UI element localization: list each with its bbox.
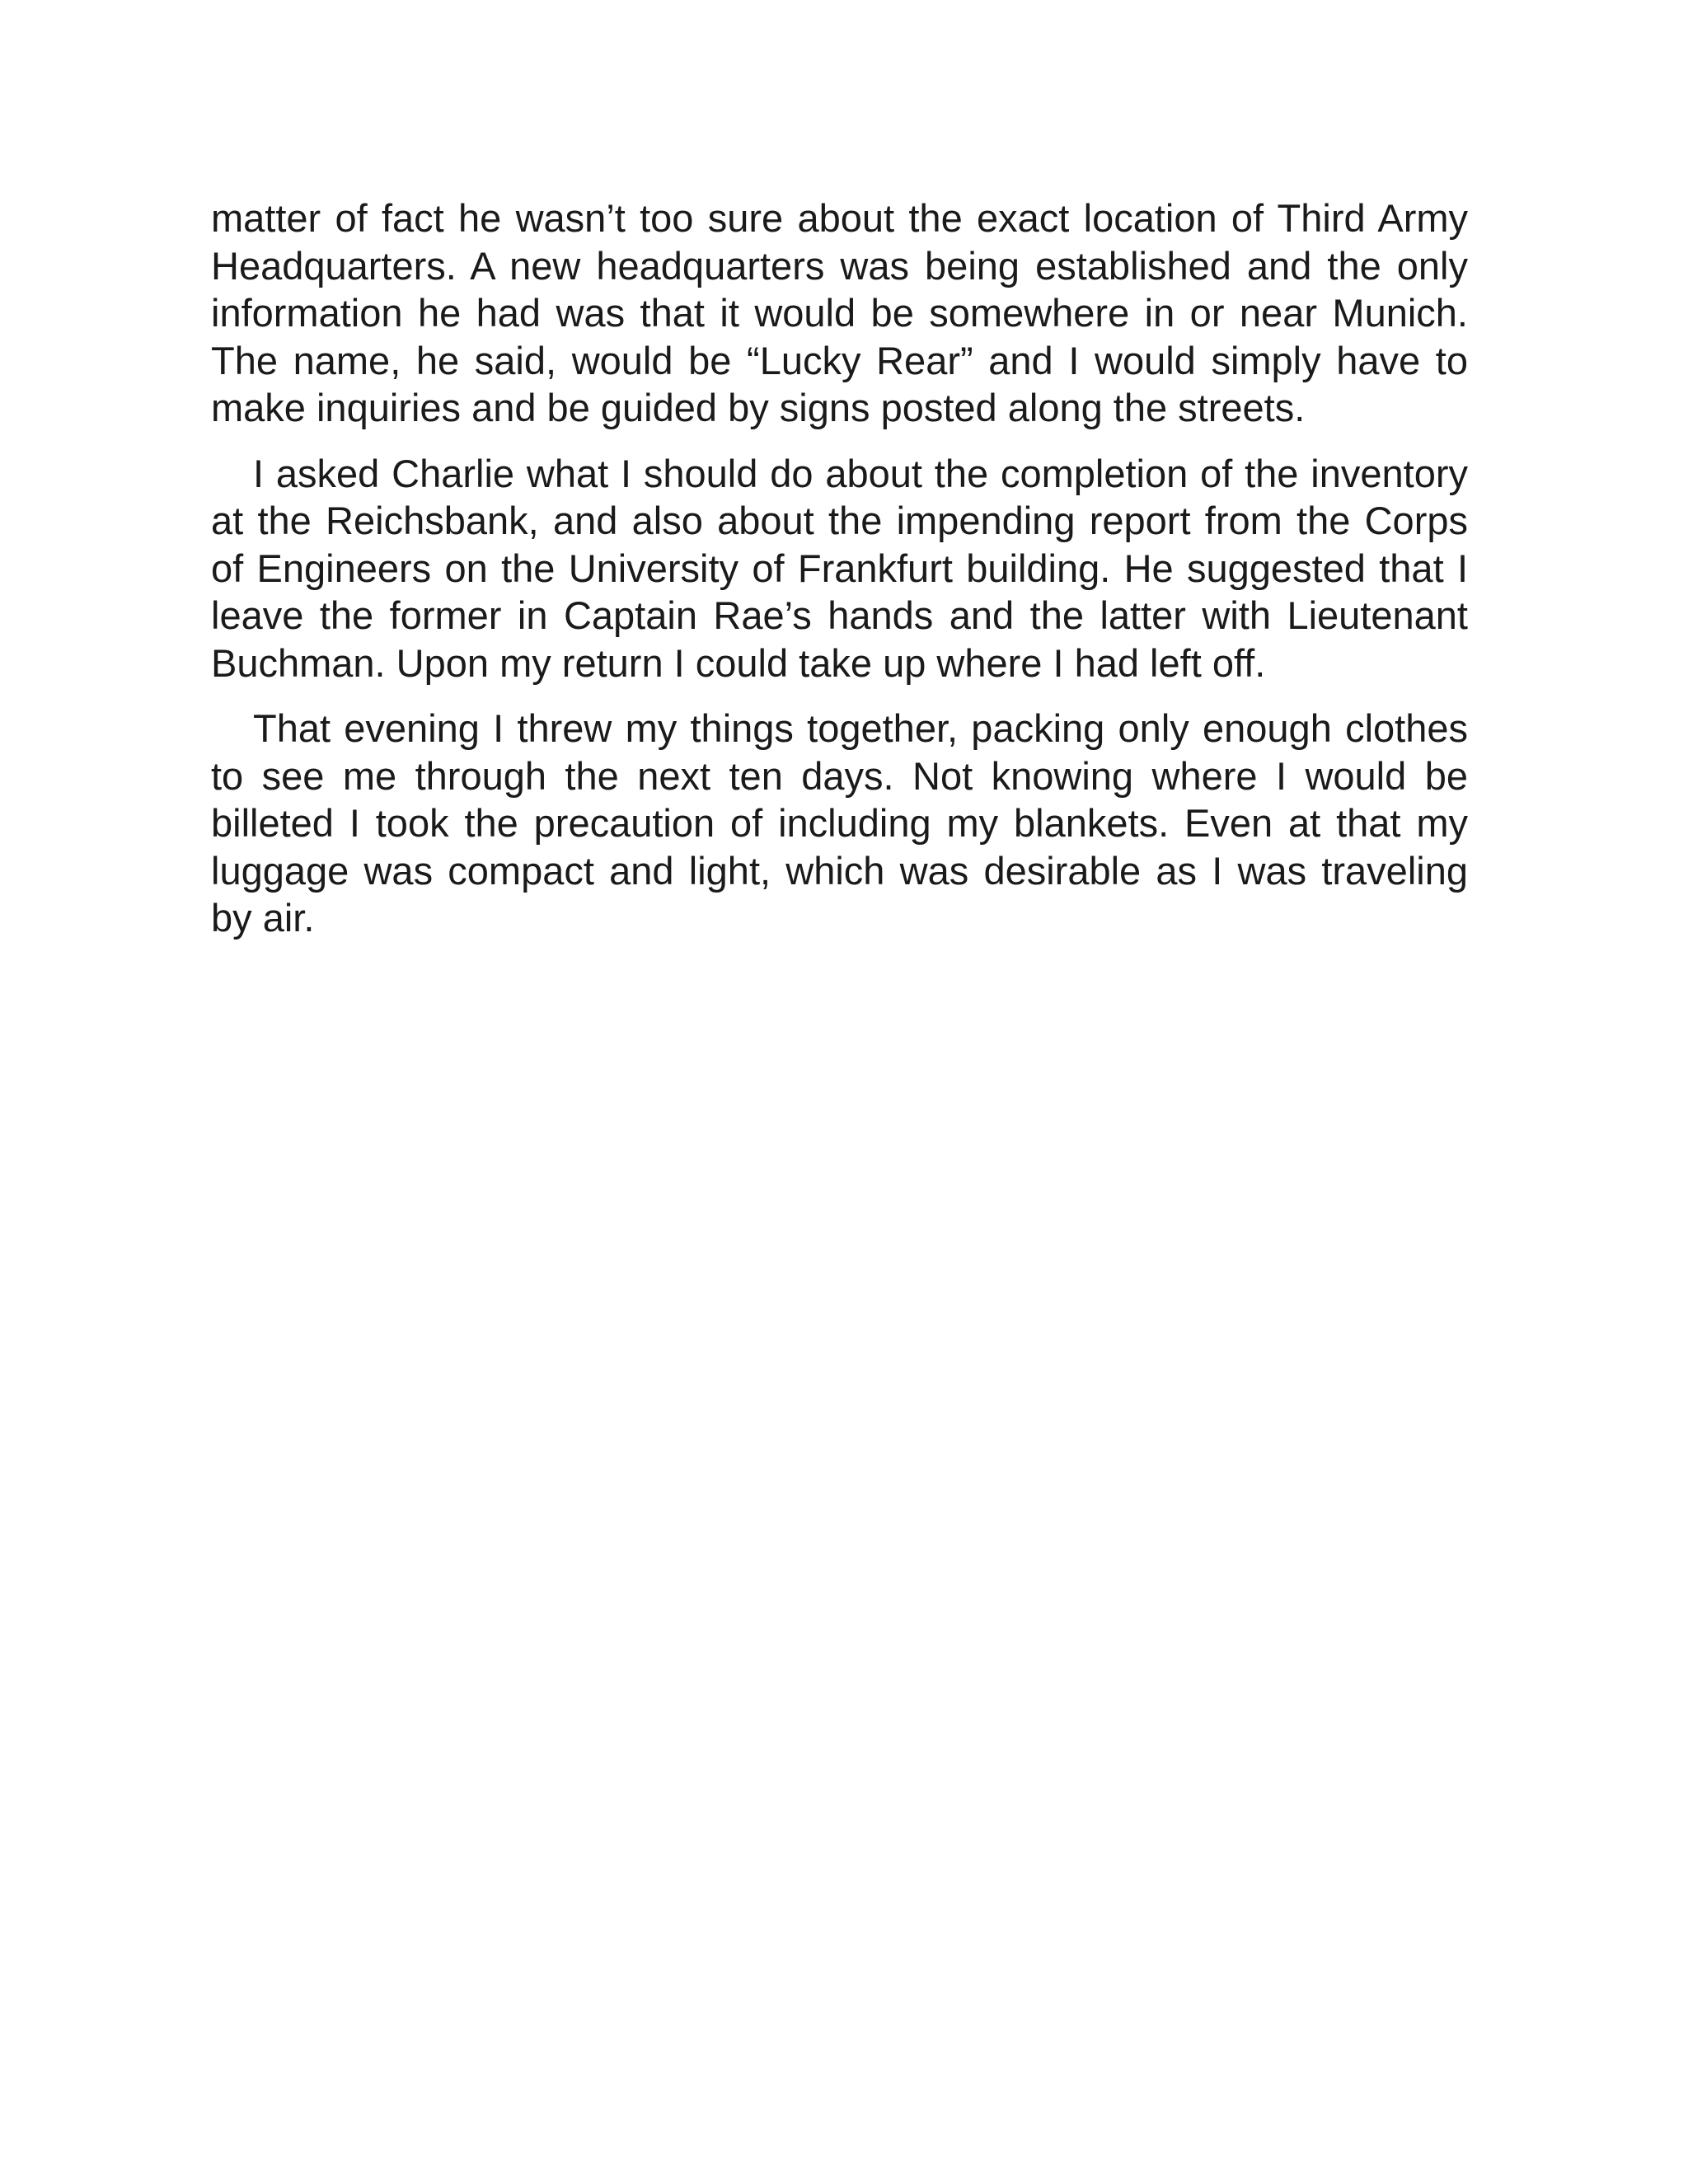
- paragraph-continuation: matter of fact he wasn’t too sure about the exact location of Third Army Headquarters. A new headquarters was being established and the only information he had was that it would be somewhere in or near Munich. The name, he said, would be “Lucky Rear” and I would simply have to make inquiries and be guided by signs posted along the streets.: [211, 196, 1468, 429]
- paragraph-charlie-inquiry: I asked Charlie what I should do about the completion of the inventory at the Reichsbank, and also about the impending report from the Corps of Engineers on the University of Frankfurt building. He suggested that I leave the former in Captain Rae’s hands and the latter with Lieutenant Buchman. Upon my return I could take up where I had left off.: [211, 451, 1468, 685]
- paragraph-packing: That evening I threw my things together, packing only enough clothes to see me through the next ten days. Not knowing where I would be billeted I took the precaution of including my blankets. Even at that my luggage was compact and light, which was desirable as I was traveling by air.: [211, 706, 1468, 940]
- body-text: [211, 194, 1468, 960]
